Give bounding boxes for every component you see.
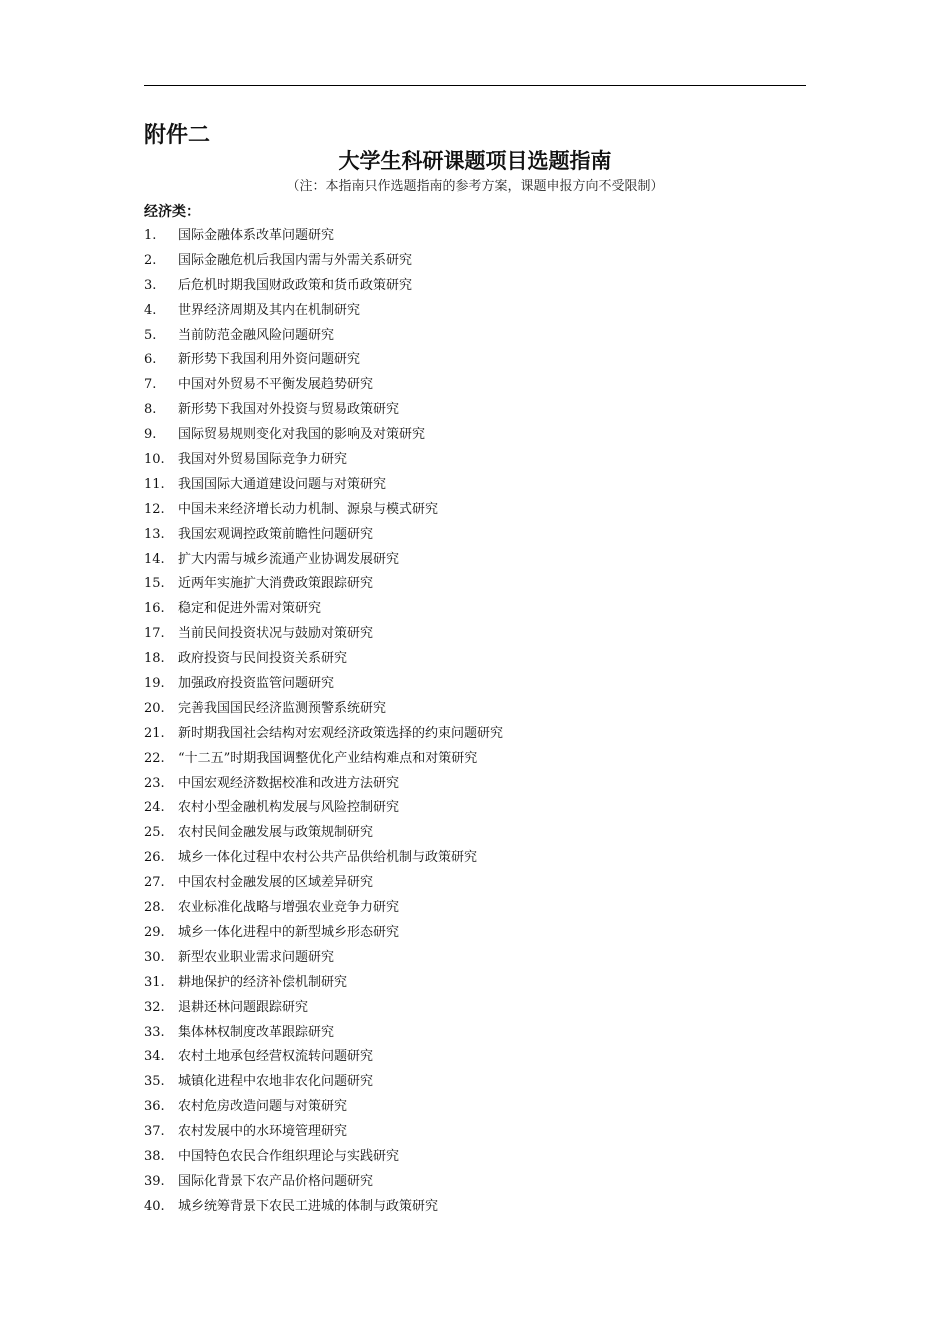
list-item — [144, 697, 503, 722]
topic-number: 18. — [144, 651, 165, 667]
list-item — [144, 1120, 503, 1145]
topic-title: 新形势下我国利用外资问题研究 — [178, 352, 361, 368]
topic-number: 13. — [144, 526, 165, 542]
topic-number: 17. — [144, 626, 165, 642]
topic-number: 40. — [144, 1198, 165, 1214]
topic-title: 国际贸易规则变化对我国的影响及对策研究 — [178, 427, 426, 443]
topic-title: 中国农村金融发展的区域差异研究 — [178, 875, 374, 891]
topic-number: 15. — [144, 576, 165, 592]
topic-title: 世界经济周期及其内在机制研究 — [178, 302, 361, 318]
topic-title: 新形势下我国对外投资与贸易政策研究 — [178, 402, 400, 418]
list-item — [144, 622, 503, 647]
list-item — [144, 423, 503, 448]
topic-title: 城乡一体化进程中的新型城乡形态研究 — [178, 924, 400, 940]
topic-number: 27. — [144, 875, 165, 891]
list-item — [144, 672, 503, 697]
list-item — [144, 373, 503, 398]
topic-title: 农村危房改造问题与对策研究 — [178, 1099, 348, 1115]
page-title: 大学生科研课题项目选题指南 — [338, 149, 612, 173]
list-item — [144, 348, 503, 373]
topic-list — [144, 224, 503, 1220]
list-item — [144, 1095, 503, 1120]
topic-title: 城乡一体化过程中农村公共产品供给机制与政策研究 — [178, 850, 478, 866]
topic-title: 农村发展中的水环境管理研究 — [178, 1124, 348, 1140]
topic-number: 11. — [144, 476, 165, 492]
list-item — [144, 647, 503, 672]
topic-number: 1. — [144, 228, 157, 243]
topic-number: 31. — [144, 974, 165, 990]
list-item — [144, 1170, 503, 1195]
topic-title: 农村小型金融机构发展与风险控制研究 — [178, 800, 400, 816]
topic-title: 农村土地承包经营权流转问题研究 — [178, 1049, 374, 1065]
topic-title: “十二五”时期我国调整优化产业结构难点和对策研究 — [178, 750, 478, 766]
topic-number: 37. — [144, 1124, 165, 1140]
topic-number: 4. — [144, 302, 157, 318]
topic-title: 我国宏观调控政策前瞻性问题研究 — [178, 526, 374, 542]
topic-title: 中国特色农民合作组织理论与实践研究 — [178, 1148, 400, 1164]
list-item — [144, 921, 503, 946]
topic-number: 8. — [144, 402, 157, 418]
list-item — [144, 498, 503, 523]
topic-number: 3. — [144, 277, 157, 293]
topic-number: 7. — [144, 377, 157, 393]
list-item — [144, 597, 503, 622]
topic-title: 耕地保护的经济补偿机制研究 — [178, 974, 348, 990]
topic-title: 政府投资与民间投资关系研究 — [178, 651, 348, 667]
list-item — [144, 523, 503, 548]
topic-title: 农村民间金融发展与政策规制研究 — [178, 825, 374, 841]
topic-number: 35. — [144, 1074, 165, 1090]
list-item — [144, 1021, 503, 1046]
topic-title: 农业标准化战略与增强农业竞争力研究 — [178, 900, 400, 916]
topic-number: 2. — [144, 252, 157, 268]
topic-number: 16. — [144, 601, 165, 617]
topic-title: 完善我国国民经济监测预警系统研究 — [178, 700, 387, 716]
topic-title: 我国对外贸易国际竞争力研究 — [178, 452, 348, 468]
category-heading: 经济类： — [144, 204, 200, 220]
list-item — [144, 871, 503, 896]
topic-number: 10. — [144, 452, 165, 468]
topic-number: 21. — [144, 725, 165, 741]
topic-number: 36. — [144, 1099, 165, 1115]
list-item — [144, 1070, 503, 1095]
topic-number: 38. — [144, 1148, 165, 1164]
topic-title: 国际金融体系改革问题研究 — [178, 228, 335, 243]
topic-title: 城乡统筹背景下农民工进城的体制与政策研究 — [178, 1198, 439, 1214]
topic-title: 国际化背景下农产品价格问题研究 — [178, 1173, 374, 1189]
list-item — [144, 324, 503, 349]
topic-number: 24. — [144, 800, 165, 816]
topic-number: 29. — [144, 924, 165, 940]
list-item — [144, 448, 503, 473]
list-item — [144, 772, 503, 797]
topic-number: 19. — [144, 676, 165, 692]
list-item — [144, 224, 503, 249]
topic-title: 加强政府投资监管问题研究 — [178, 676, 335, 692]
list-item — [144, 996, 503, 1021]
list-item — [144, 747, 503, 772]
topic-title: 近两年实施扩大消费政策跟踪研究 — [178, 576, 374, 592]
list-item — [144, 796, 503, 821]
list-item — [144, 274, 503, 299]
topic-number: 26. — [144, 850, 165, 866]
topic-number: 23. — [144, 775, 165, 791]
topic-number: 39. — [144, 1173, 165, 1189]
topic-title: 当前防范金融风险问题研究 — [178, 327, 335, 343]
topic-title: 新时期我国社会结构对宏观经济政策选择的约束问题研究 — [178, 725, 504, 741]
topic-title: 稳定和促进外需对策研究 — [178, 601, 322, 617]
list-item — [144, 946, 503, 971]
list-item — [144, 1145, 503, 1170]
topic-title: 我国国际大通道建设问题与对策研究 — [178, 476, 387, 492]
topic-number: 6. — [144, 352, 157, 368]
topic-number: 12. — [144, 501, 165, 517]
list-item — [144, 249, 503, 274]
topic-title: 城镇化进程中农地非农化问题研究 — [178, 1074, 374, 1090]
topic-title: 中国未来经济增长动力机制、源泉与模式研究 — [178, 501, 439, 517]
list-item — [144, 1195, 503, 1220]
topic-title: 后危机时期我国财政政策和货币政策研究 — [178, 277, 413, 293]
list-item — [144, 548, 503, 573]
topic-title: 中国宏观经济数据校准和改进方法研究 — [178, 775, 400, 791]
header-rule — [144, 85, 806, 86]
topic-number: 28. — [144, 900, 165, 916]
list-item — [144, 398, 503, 423]
list-item — [144, 821, 503, 846]
list-item — [144, 722, 503, 747]
topic-title: 集体林权制度改革跟踪研究 — [178, 1024, 335, 1040]
list-item — [144, 896, 503, 921]
attachment-label: 附件二 — [144, 123, 211, 148]
list-item — [144, 1045, 503, 1070]
topic-number: 32. — [144, 999, 165, 1015]
list-item — [144, 299, 503, 324]
topic-number: 33. — [144, 1024, 165, 1040]
topic-title: 当前民间投资状况与鼓励对策研究 — [178, 626, 374, 642]
guide-note: （注：本指南只作选题指南的参考方案，课题申报方向不受限制） — [286, 179, 664, 194]
topic-number: 25. — [144, 825, 165, 841]
topic-title: 新型农业职业需求问题研究 — [178, 949, 335, 965]
topic-number: 20. — [144, 700, 165, 716]
topic-title: 国际金融危机后我国内需与外需关系研究 — [178, 252, 413, 268]
topic-number: 5. — [144, 327, 157, 343]
topic-number: 14. — [144, 551, 165, 567]
topic-number: 30. — [144, 949, 165, 965]
list-item — [144, 846, 503, 871]
topic-title: 中国对外贸易不平衡发展趋势研究 — [178, 377, 374, 393]
topic-title: 退耕还林问题跟踪研究 — [178, 999, 309, 1015]
list-item — [144, 971, 503, 996]
topic-number: 34. — [144, 1049, 165, 1065]
topic-number: 22. — [144, 750, 165, 766]
list-item — [144, 572, 503, 597]
topic-number: 9. — [144, 427, 157, 443]
topic-title: 扩大内需与城乡流通产业协调发展研究 — [178, 551, 400, 567]
list-item — [144, 473, 503, 498]
